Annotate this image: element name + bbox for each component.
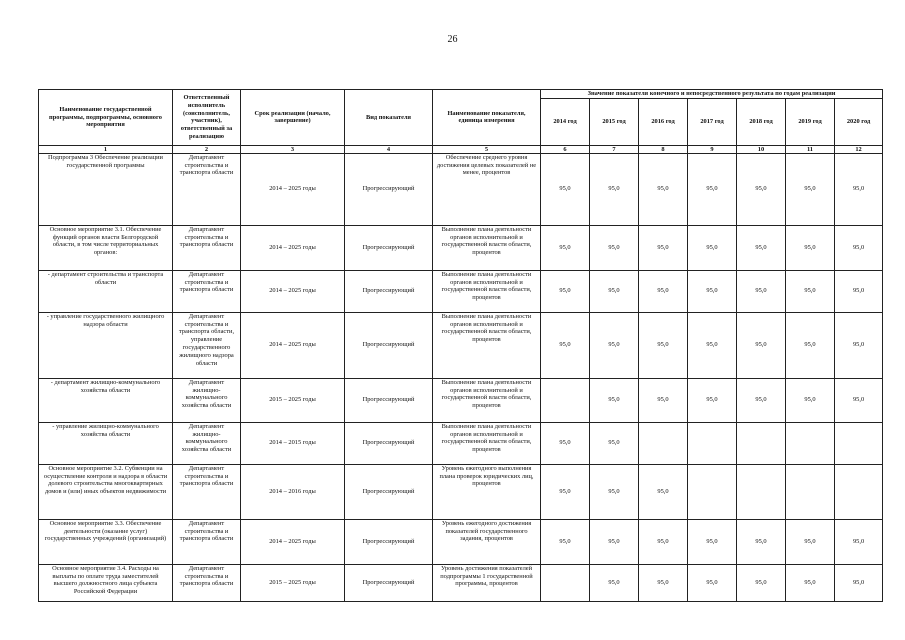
row-indicator-name: Выполнение плана деятельности органов исполнительной и государственной власти области, процентов <box>433 422 541 464</box>
row-value: 95,0 <box>541 153 590 225</box>
header-year: 2020 год <box>835 98 883 145</box>
row-value <box>737 422 786 464</box>
row-value <box>786 464 835 519</box>
row-value: 95,0 <box>688 312 737 378</box>
row-indicator-type: Прогрессирующий <box>345 378 433 422</box>
row-value: 95,0 <box>639 564 688 601</box>
row-value: 95,0 <box>590 270 639 312</box>
row-value: 95,0 <box>786 225 835 270</box>
column-numbers-row <box>39 145 883 153</box>
row-indicator-name: Выполнение плана деятельности органов исполнительной и государственной власти области, процентов <box>433 312 541 378</box>
row-value <box>835 422 883 464</box>
header-year: 2015 год <box>590 98 639 145</box>
table-row <box>39 564 883 601</box>
table-row <box>39 378 883 422</box>
row-period: 2014 – 2025 годы <box>241 225 345 270</box>
column-number: 8 <box>639 145 688 153</box>
row-value: 95,0 <box>639 464 688 519</box>
row-value: 95,0 <box>590 378 639 422</box>
row-name: Подпрограмма 3 Обеспечение реализации государственной программы <box>39 153 173 225</box>
column-number: 4 <box>345 145 433 153</box>
table-row <box>39 153 883 225</box>
row-value: 95,0 <box>835 153 883 225</box>
row-value: 95,0 <box>590 519 639 564</box>
row-indicator-type: Прогрессирующий <box>345 564 433 601</box>
row-value: 95,0 <box>590 153 639 225</box>
row-value: 95,0 <box>737 564 786 601</box>
row-value: 95,0 <box>737 312 786 378</box>
row-indicator-name: Выполнение плана деятельности органов исполнительной и государственной власти области, процентов <box>433 378 541 422</box>
row-period: 2014 – 2025 годы <box>241 153 345 225</box>
row-value: 95,0 <box>590 464 639 519</box>
row-value: 95,0 <box>541 519 590 564</box>
header-indicator-type: Вид показателя <box>345 90 433 146</box>
row-value: 95,0 <box>737 225 786 270</box>
row-period: 2014 – 2025 годы <box>241 312 345 378</box>
row-value: 95,0 <box>688 225 737 270</box>
table-row <box>39 225 883 270</box>
row-value: 95,0 <box>639 153 688 225</box>
row-value <box>541 564 590 601</box>
row-responsible: Департамент жилищно-коммунального хозяйства области <box>173 422 241 464</box>
row-value: 95,0 <box>835 378 883 422</box>
row-value: 95,0 <box>541 270 590 312</box>
indicators-table <box>38 89 883 602</box>
row-value: 95,0 <box>835 225 883 270</box>
row-indicator-name: Выполнение плана деятельности органов исполнительной и государственной власти области, процентов <box>433 225 541 270</box>
column-number: 1 <box>39 145 173 153</box>
row-value: 95,0 <box>590 225 639 270</box>
row-responsible: Департамент строительства и транспорта области <box>173 153 241 225</box>
row-period: 2014 – 2025 годы <box>241 519 345 564</box>
header-period: Срок реализации (начало, завершение) <box>241 90 345 146</box>
row-value: 95,0 <box>688 270 737 312</box>
row-value: 95,0 <box>786 564 835 601</box>
row-value: 95,0 <box>786 312 835 378</box>
table-row <box>39 464 883 519</box>
table-row <box>39 519 883 564</box>
row-value: 95,0 <box>786 153 835 225</box>
row-period: 2014 – 2016 годы <box>241 464 345 519</box>
row-indicator-name: Уровень ежегодного достижения показателей государственного задания, процентов <box>433 519 541 564</box>
row-name: - департамент строительства и транспорта области <box>39 270 173 312</box>
row-responsible: Департамент строительства и транспорта области <box>173 225 241 270</box>
column-number: 9 <box>688 145 737 153</box>
row-value: 95,0 <box>639 378 688 422</box>
row-value: 95,0 <box>835 519 883 564</box>
row-value: 95,0 <box>688 564 737 601</box>
row-name: Основное мероприятие 3.4. Расходы на выплаты по оплате труда заместителей высшего должностного лица субъекта Российской Федерации <box>39 564 173 601</box>
row-value: 95,0 <box>737 519 786 564</box>
row-responsible: Департамент строительства и транспорта области, управление государственного жилищного надзора области <box>173 312 241 378</box>
column-number: 7 <box>590 145 639 153</box>
row-indicator-name: Уровень ежегодного выполнения плана проверок юридических лиц, процентов <box>433 464 541 519</box>
row-value: 95,0 <box>688 519 737 564</box>
row-indicator-type: Прогрессирующий <box>345 270 433 312</box>
row-indicator-type: Прогрессирующий <box>345 225 433 270</box>
row-period: 2014 – 2015 годы <box>241 422 345 464</box>
row-value <box>786 422 835 464</box>
row-indicator-type: Прогрессирующий <box>345 519 433 564</box>
header-name: Наименование государственной программы, подпрограммы, основного мероприятия <box>39 90 173 146</box>
row-value <box>639 422 688 464</box>
header-indicator-name: Наименование показателя, единица измерения <box>433 90 541 146</box>
page-number: 26 <box>447 34 458 45</box>
column-number: 3 <box>241 145 345 153</box>
row-value <box>737 464 786 519</box>
row-value: 95,0 <box>835 312 883 378</box>
column-number: 10 <box>737 145 786 153</box>
row-responsible: Департамент строительства и транспорта области <box>173 464 241 519</box>
row-value: 95,0 <box>639 270 688 312</box>
row-value: 95,0 <box>737 270 786 312</box>
column-number: 12 <box>835 145 883 153</box>
row-value <box>541 378 590 422</box>
row-value: 95,0 <box>639 519 688 564</box>
row-indicator-name: Выполнение плана деятельности органов исполнительной и государственной власти области, процентов <box>433 270 541 312</box>
row-value: 95,0 <box>590 564 639 601</box>
row-name: Основное мероприятие 3.2. Субвенции на осуществление контроля и надзора в области долевого строительства многоквартирных домов и (или) иных объектов недвижимости <box>39 464 173 519</box>
row-value: 95,0 <box>786 378 835 422</box>
header-year: 2018 год <box>737 98 786 145</box>
row-period: 2015 – 2025 годы <box>241 564 345 601</box>
column-number: 11 <box>786 145 835 153</box>
column-number: 5 <box>433 145 541 153</box>
row-value: 95,0 <box>639 225 688 270</box>
row-value: 95,0 <box>541 464 590 519</box>
row-value: 95,0 <box>688 153 737 225</box>
row-indicator-type: Прогрессирующий <box>345 422 433 464</box>
header-year: 2017 год <box>688 98 737 145</box>
column-number: 6 <box>541 145 590 153</box>
row-value: 95,0 <box>639 312 688 378</box>
row-indicator-type: Прогрессирующий <box>345 312 433 378</box>
table-row <box>39 312 883 378</box>
header-responsible: Ответственный исполнитель (соисполнитель, участник), ответственный за реализацию <box>173 90 241 146</box>
table-row <box>39 270 883 312</box>
header-values-group: Значение показателя конечного и непосредственного результата по годам реализации <box>541 90 883 99</box>
row-value: 95,0 <box>835 564 883 601</box>
header-year: 2019 год <box>786 98 835 145</box>
row-indicator-type: Прогрессирующий <box>345 464 433 519</box>
row-responsible: Департамент строительства и транспорта области <box>173 270 241 312</box>
row-name: - управление государственного жилищного надзора области <box>39 312 173 378</box>
row-responsible: Департамент строительства и транспорта области <box>173 564 241 601</box>
row-indicator-type: Прогрессирующий <box>345 153 433 225</box>
header-year: 2014 год <box>541 98 590 145</box>
row-value <box>835 464 883 519</box>
row-value <box>688 464 737 519</box>
row-value: 95,0 <box>786 270 835 312</box>
row-name: Основное мероприятие 3.1. Обеспечение функций органов власти Белгородской области, в том числе территориальных органов: <box>39 225 173 270</box>
column-number: 2 <box>173 145 241 153</box>
row-value: 95,0 <box>737 378 786 422</box>
table-row <box>39 422 883 464</box>
row-name: - департамент жилищно-коммунального хозяйства области <box>39 378 173 422</box>
row-period: 2014 – 2025 годы <box>241 270 345 312</box>
row-value: 95,0 <box>590 422 639 464</box>
row-value: 95,0 <box>590 312 639 378</box>
row-value: 95,0 <box>541 422 590 464</box>
header-year: 2016 год <box>639 98 688 145</box>
row-value <box>688 422 737 464</box>
row-name: Основное мероприятие 3.3. Обеспечение деятельности (оказание услуг) государственных учреждений (организаций) <box>39 519 173 564</box>
row-period: 2015 – 2025 годы <box>241 378 345 422</box>
row-value: 95,0 <box>688 378 737 422</box>
row-value: 95,0 <box>835 270 883 312</box>
row-value: 95,0 <box>541 225 590 270</box>
row-value: 95,0 <box>737 153 786 225</box>
row-responsible: Департамент строительства и транспорта области <box>173 519 241 564</box>
row-name: - управление жилищно-коммунального хозяйства области <box>39 422 173 464</box>
row-indicator-name: Уровень достижения показателей подпрограммы 1 государственной программы, процентов <box>433 564 541 601</box>
row-responsible: Департамент жилищно-коммунального хозяйства области <box>173 378 241 422</box>
row-value: 95,0 <box>541 312 590 378</box>
row-value: 95,0 <box>786 519 835 564</box>
row-indicator-name: Обеспечение среднего уровня достижения целевых показателей не менее, процентов <box>433 153 541 225</box>
